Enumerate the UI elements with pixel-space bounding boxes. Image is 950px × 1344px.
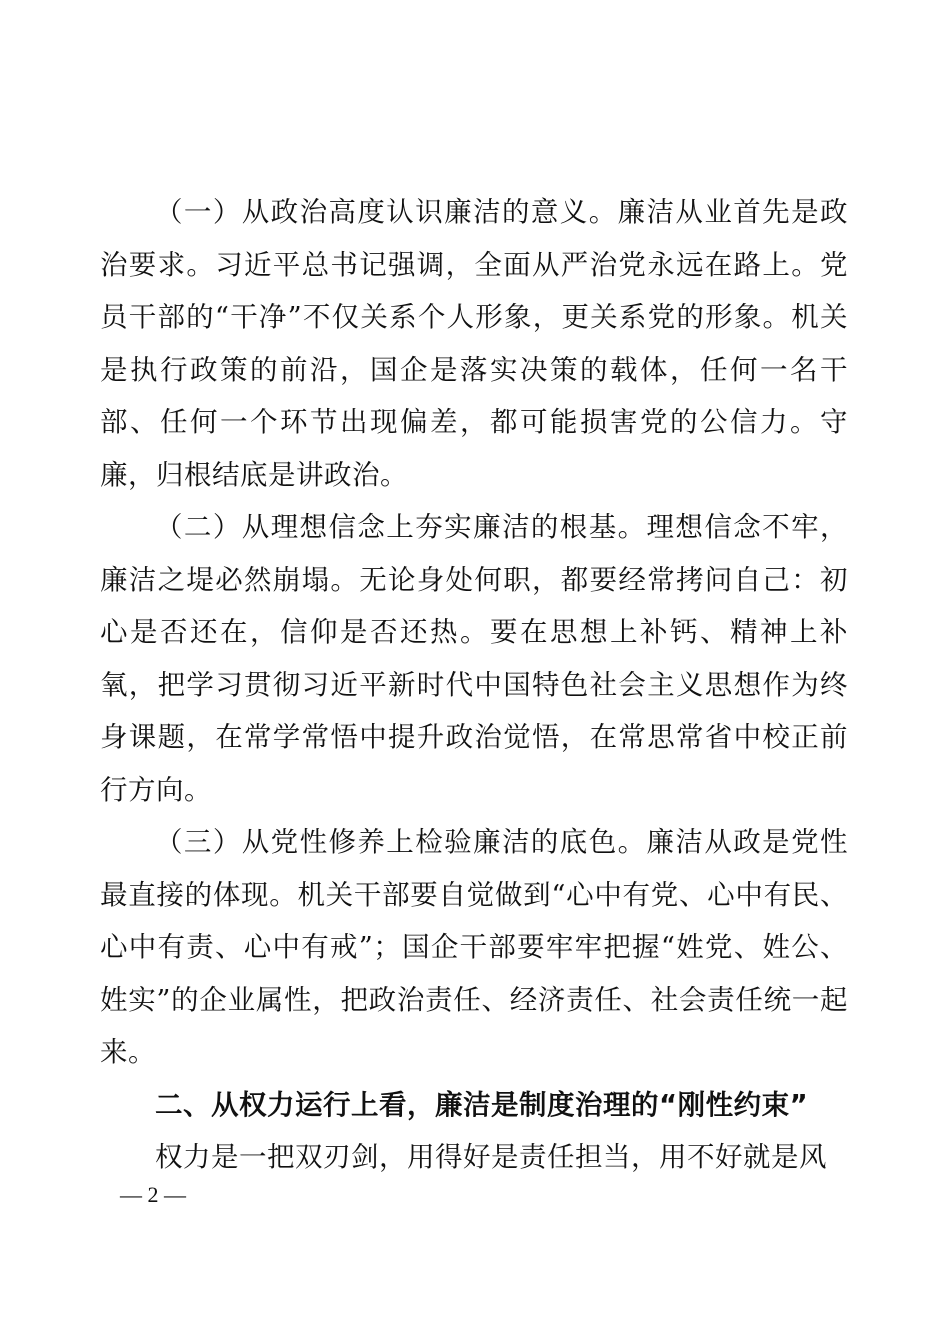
paragraph-political-height: （一）从政治高度认识廉洁的意义。廉洁从业首先是政治要求。习近平总书记强调，全面从严治党永远在路上。党员干部的“干净”不仅关系个人形象，更关系党的形象。机关是执行政策的前沿，国企是落实决策的载体，任何一名干部、任何一个环节出现偏差，都可能损害党的公信力。守廉，归根结底是讲政治。 (100, 196, 848, 491)
page-number: — 2 — (120, 1182, 186, 1207)
paragraph-party-spirit: （三）从党性修养上检验廉洁的底色。廉洁从政是党性最直接的体现。机关干部要自觉做到“心中有党、心中有民、心中有责、心中有戒”；国企干部要牢牢把握“姓党、姓公、姓实”的企业属性，把政治责任、经济责任、社会责任统一起来。 (100, 826, 848, 1068)
section-heading: 二、从权力运行上看，廉洁是制度治理的“刚性约束” (155, 1088, 809, 1121)
paragraph-ideals-beliefs: （二）从理想信念上夯实廉洁的根基。理想信念不牢，廉洁之堤必然崩塌。无论身处何职，都要经常拷问自己：初心是否还在，信仰是否还热。要在思想上补钙、精神上补氧，把学习贯彻习近平新时代中国特色社会主义思想作为终身课题，在常学常悟中提升政治觉悟，在常思常省中校正前行方向。 (100, 511, 848, 806)
paragraph-power-operation: 权力是一把双刃剑，用得好是责任担当，用不好就是风 (155, 1141, 827, 1173)
document-body (100, 186, 848, 1184)
